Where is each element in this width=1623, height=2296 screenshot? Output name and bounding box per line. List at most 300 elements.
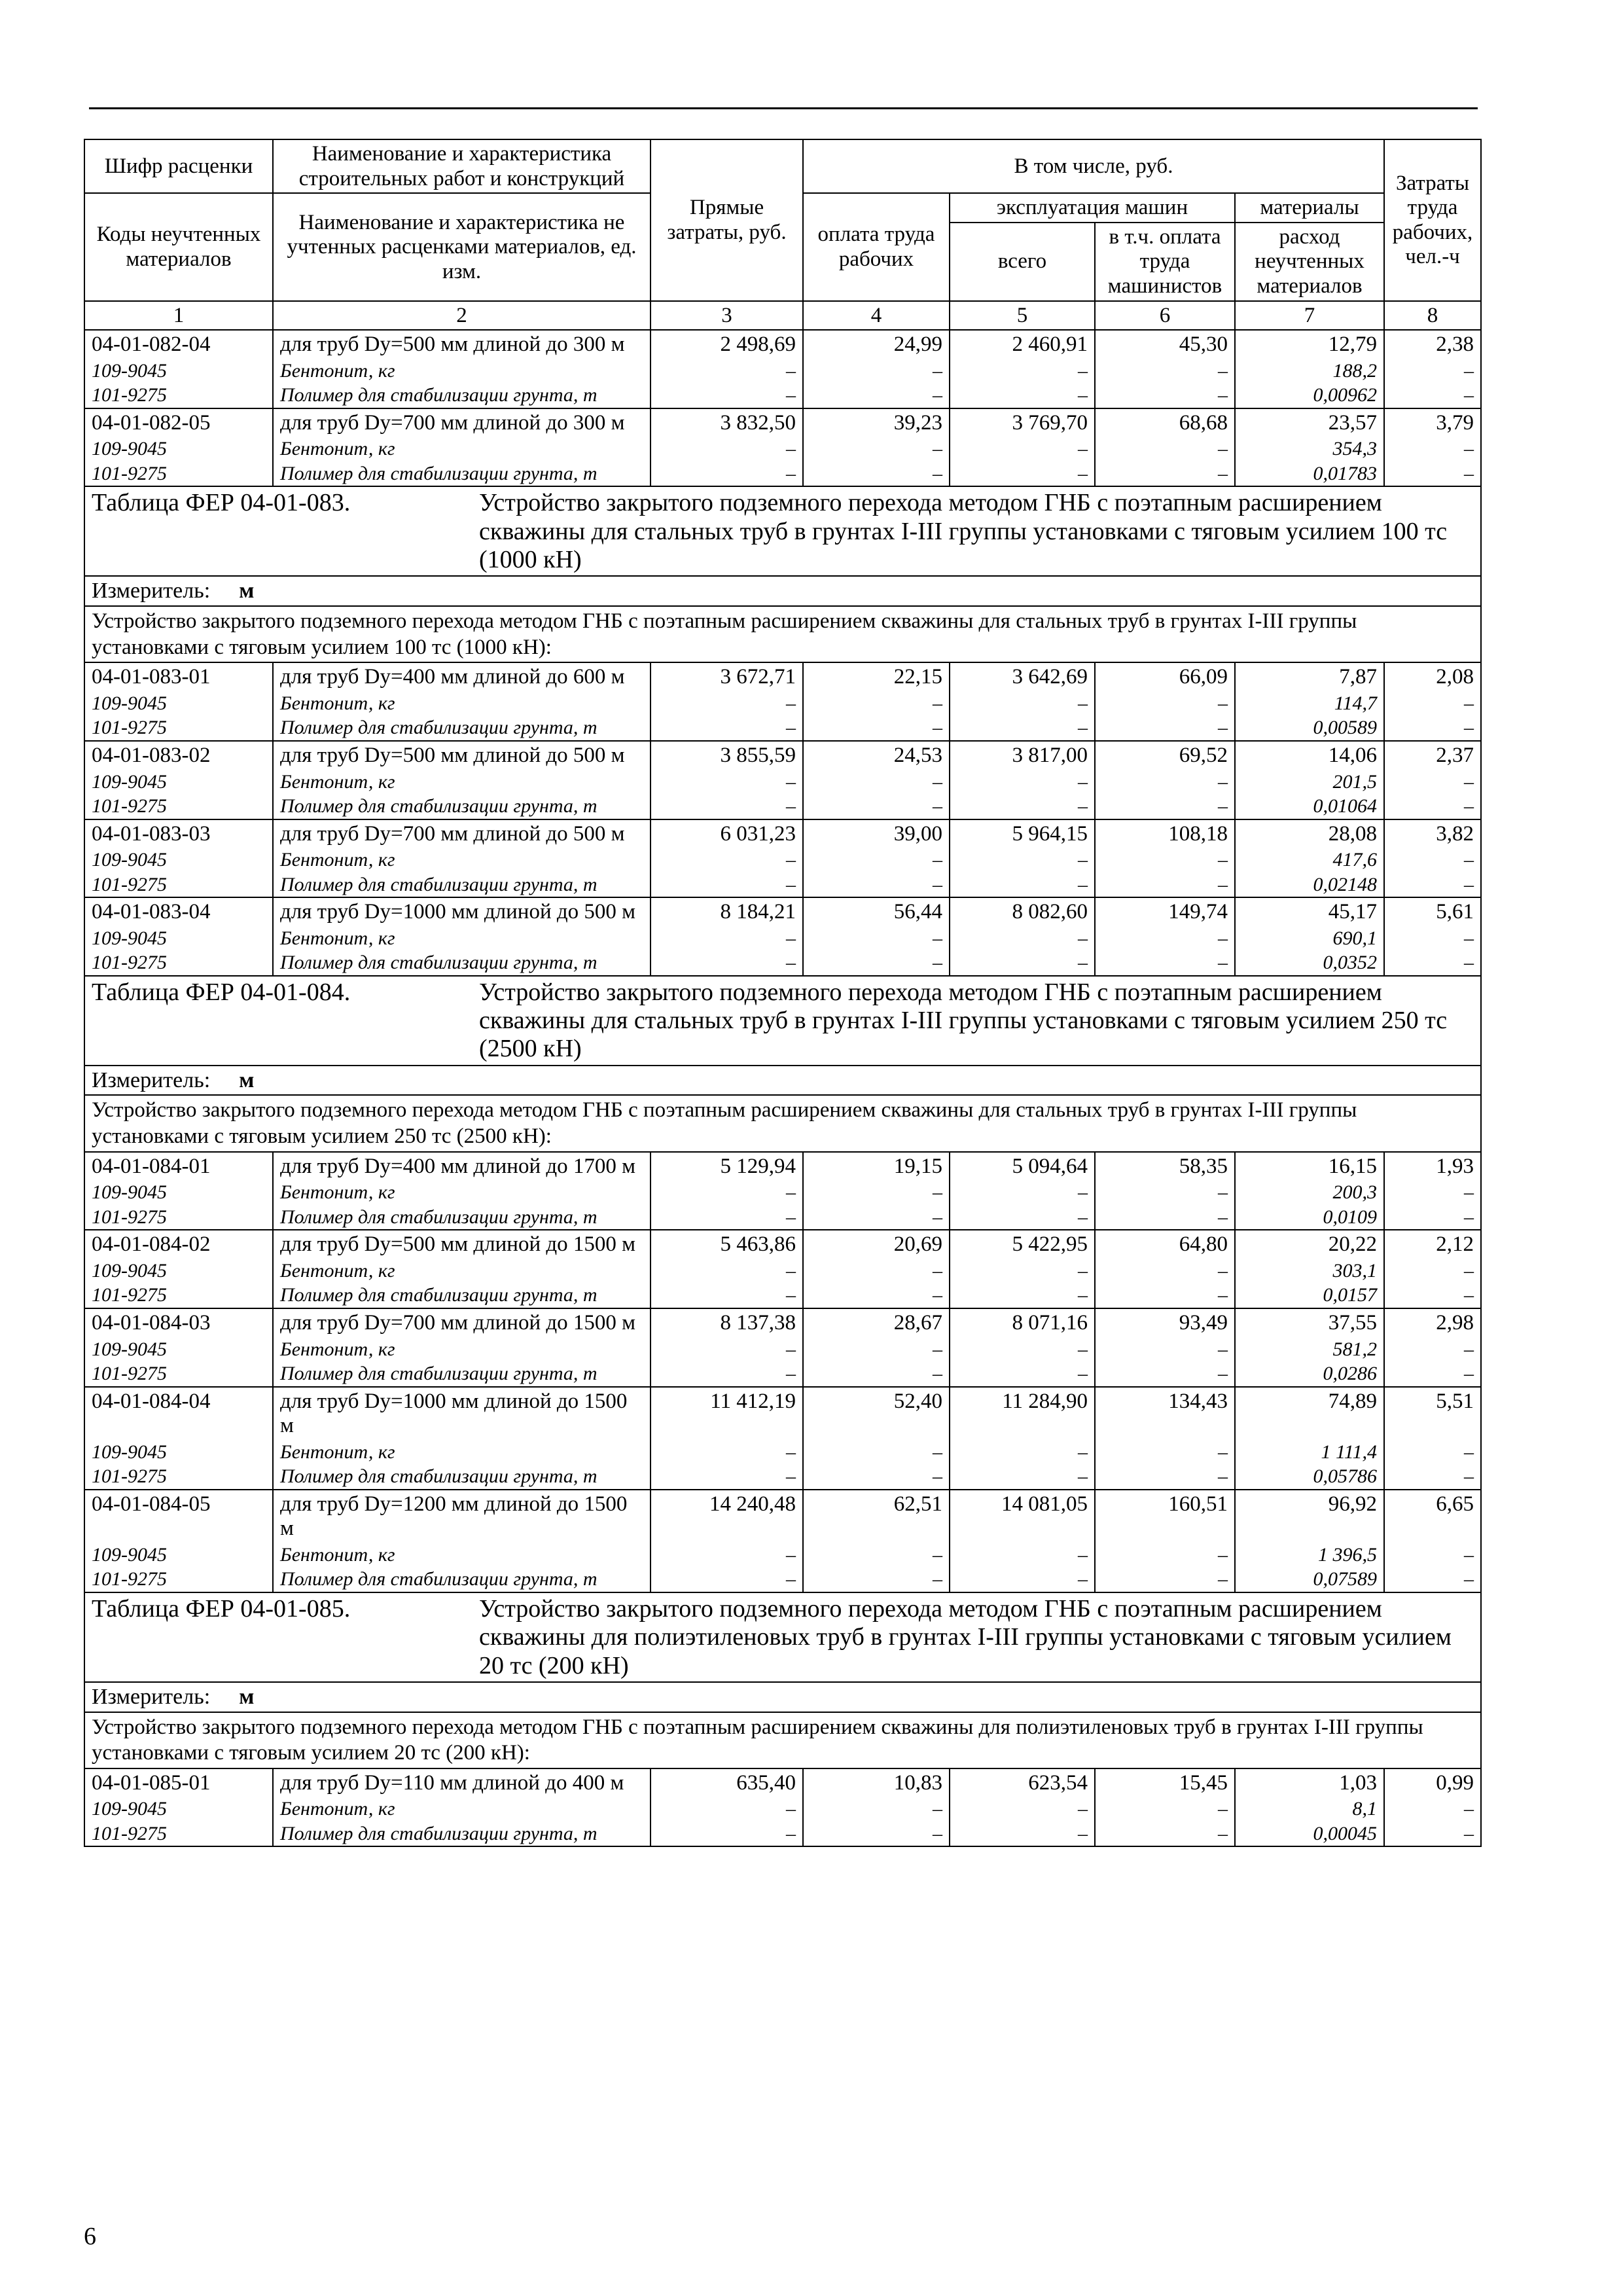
dash-cell: – (1095, 1440, 1235, 1465)
material-qty: 581,2 (1235, 1337, 1384, 1362)
material-qty: 188,2 (1235, 359, 1384, 384)
direct-cost: 8 137,38 (651, 1308, 803, 1337)
dash-cell: – (1384, 437, 1481, 461)
dash-cell: – (803, 691, 950, 716)
material-code: 101-9275 (84, 1205, 273, 1230)
dash-cell: – (950, 1543, 1095, 1568)
material-code: 101-9275 (84, 794, 273, 819)
rate-row (84, 1490, 1481, 1543)
material-row (84, 1543, 1481, 1568)
material-name: Бентонит, кг (273, 1797, 651, 1821)
dash-cell: – (1384, 794, 1481, 819)
table-title-grid (92, 489, 1474, 574)
dash-cell: – (950, 1797, 1095, 1821)
rate-code: 04-01-085-01 (84, 1768, 273, 1797)
col-num: 5 (950, 301, 1095, 331)
dash-cell: – (803, 1464, 950, 1490)
dash-cell: – (651, 926, 803, 951)
labor-pay: 62,51 (803, 1490, 950, 1543)
machinists-pay: 93,49 (1095, 1308, 1235, 1337)
rates-table (84, 139, 1482, 1847)
section-subtitle: Устройство закрытого подземного перехода методом ГНБ с поэтапным расширением скважины для полиэтиленовых труб в грунтах I-III группы установками с тяговым усилием 20 тс (200 кН): (84, 1712, 1481, 1768)
rate-name: для труб Dy=1000 мм длиной до 500 м (273, 897, 651, 926)
dash-cell: – (651, 1205, 803, 1230)
dash-cell: – (803, 848, 950, 872)
direct-cost: 8 184,21 (651, 897, 803, 926)
dash-cell: – (1384, 1464, 1481, 1490)
table-title-row (84, 1592, 1481, 1682)
rate-code: 04-01-083-01 (84, 662, 273, 691)
dash-cell: – (950, 1180, 1095, 1205)
material-name: Полимер для стабилизации грунта, т (273, 383, 651, 408)
dash-cell: – (950, 461, 1095, 487)
header-machines: эксплуатация машин (950, 193, 1235, 223)
machines-total: 8 071,16 (950, 1308, 1095, 1337)
measure-label: Измеритель: (92, 1684, 211, 1709)
material-code: 109-9045 (84, 1440, 273, 1465)
dash-cell: – (1384, 1180, 1481, 1205)
rate-code: 04-01-082-05 (84, 408, 273, 437)
rate-name: для труб Dy=1200 мм длиной до 1500 м (273, 1490, 651, 1543)
dash-cell: – (950, 1821, 1095, 1847)
dash-cell: – (950, 926, 1095, 951)
material-qty: 354,3 (1235, 437, 1384, 461)
material-row (84, 950, 1481, 976)
dash-cell: – (651, 794, 803, 819)
machines-total: 5 422,95 (950, 1230, 1095, 1259)
material-name: Бентонит, кг (273, 1180, 651, 1205)
table-label: Таблица ФЕР 04-01-084. (92, 978, 351, 1006)
material-qty: 8,1 (1235, 1797, 1384, 1821)
labor-pay: 39,00 (803, 819, 950, 848)
machinists-pay: 58,35 (1095, 1152, 1235, 1181)
direct-cost: 5 463,86 (651, 1230, 803, 1259)
rate-row (84, 819, 1481, 848)
material-row (84, 1361, 1481, 1387)
material-qty: 0,01064 (1235, 794, 1384, 819)
material-qty: 0,0352 (1235, 950, 1384, 976)
labor-pay: 28,67 (803, 1308, 950, 1337)
dash-cell: – (1384, 1283, 1481, 1308)
labor-cost: 5,51 (1384, 1387, 1481, 1440)
labor-pay: 24,53 (803, 741, 950, 770)
material-name: Полимер для стабилизации грунта, т (273, 1567, 651, 1592)
dash-cell: – (1384, 1797, 1481, 1821)
header-code: Шифр расценки (84, 139, 273, 193)
material-name: Полимер для стабилизации грунта, т (273, 794, 651, 819)
dash-cell: – (803, 1567, 950, 1592)
material-code: 101-9275 (84, 1821, 273, 1847)
col-num: 3 (651, 301, 803, 331)
dash-cell: – (1095, 1567, 1235, 1592)
dash-cell: – (1095, 848, 1235, 872)
materials: 20,22 (1235, 1230, 1384, 1259)
machinists-pay: 134,43 (1095, 1387, 1235, 1440)
machinists-pay: 69,52 (1095, 741, 1235, 770)
labor-pay: 10,83 (803, 1768, 950, 1797)
measure-row (84, 1682, 1481, 1712)
dash-cell: – (950, 770, 1095, 795)
col-num: 1 (84, 301, 273, 331)
dash-cell: – (803, 770, 950, 795)
material-row (84, 1283, 1481, 1308)
material-name: Полимер для стабилизации грунта, т (273, 715, 651, 741)
material-code: 109-9045 (84, 1337, 273, 1362)
rate-name: для труб Dy=400 мм длиной до 600 м (273, 662, 651, 691)
labor-cost: 2,08 (1384, 662, 1481, 691)
labor-cost: 3,82 (1384, 819, 1481, 848)
dash-cell: – (1384, 1205, 1481, 1230)
dash-cell: – (1095, 926, 1235, 951)
dash-cell: – (1384, 1337, 1481, 1362)
material-qty: 1 396,5 (1235, 1543, 1384, 1568)
machinists-pay: 160,51 (1095, 1490, 1235, 1543)
rate-name: для труб Dy=500 мм длиной до 500 м (273, 741, 651, 770)
section-subtitle: Устройство закрытого подземного перехода методом ГНБ с поэтапным расширением скважины для стальных труб в грунтах I-III группы установками с тяговым усилием 250 тс (2500 кН): (84, 1095, 1481, 1151)
material-name: Полимер для стабилизации грунта, т (273, 1821, 651, 1847)
labor-cost: 5,61 (1384, 897, 1481, 926)
dash-cell: – (1384, 359, 1481, 384)
table-title: Устройство закрытого подземного перехода методом ГНБ с поэтапным расширением скважины для полиэтиленовых труб в грунтах I-III группы установками с тяговым усилием 20 тс (200 кН) (479, 1594, 1452, 1679)
dash-cell: – (1384, 1440, 1481, 1465)
dash-cell: – (651, 1821, 803, 1847)
dash-cell: – (1384, 926, 1481, 951)
rate-name: для труб Dy=500 мм длиной до 1500 м (273, 1230, 651, 1259)
dash-cell: – (803, 1361, 950, 1387)
header-direct: Прямые затраты, руб. (651, 139, 803, 301)
column-numbers-row (84, 301, 1481, 331)
dash-cell: – (651, 1440, 803, 1465)
dash-cell: – (803, 359, 950, 384)
machines-total: 11 284,90 (950, 1387, 1095, 1440)
table-title-row (84, 976, 1481, 1066)
rate-row (84, 330, 1481, 359)
materials: 37,55 (1235, 1308, 1384, 1337)
labor-pay: 20,69 (803, 1230, 950, 1259)
dash-cell: – (803, 1205, 950, 1230)
measure-cell (84, 1066, 1481, 1096)
table-title-cell (84, 976, 1481, 1066)
labor-pay: 22,15 (803, 662, 950, 691)
materials: 74,89 (1235, 1387, 1384, 1440)
dash-cell: – (803, 1440, 950, 1465)
material-code: 109-9045 (84, 1543, 273, 1568)
material-name: Бентонит, кг (273, 1337, 651, 1362)
material-qty: 0,00962 (1235, 383, 1384, 408)
labor-cost: 2,38 (1384, 330, 1481, 359)
table-title: Устройство закрытого подземного перехода методом ГНБ с поэтапным расширением скважины для стальных труб в грунтах I-III группы установками с тяговым усилием 100 тс (1000 кН) (479, 489, 1448, 574)
material-name: Полимер для стабилизации грунта, т (273, 872, 651, 898)
material-code: 109-9045 (84, 1259, 273, 1283)
machines-total: 5 094,64 (950, 1152, 1095, 1181)
header-name-mat: Наименование и характеристика не учтенных расценками материалов, ед. изм. (273, 193, 651, 300)
direct-cost: 5 129,94 (651, 1152, 803, 1181)
machines-total: 5 964,15 (950, 819, 1095, 848)
measure-label: Измеритель: (92, 579, 211, 603)
rate-row (84, 1152, 1481, 1181)
measure-cell (84, 1682, 1481, 1712)
dash-cell: – (950, 950, 1095, 976)
header-labor-pay: оплата труда рабочих (803, 193, 950, 300)
machines-total: 14 081,05 (950, 1490, 1095, 1543)
material-qty: 1 111,4 (1235, 1440, 1384, 1465)
dash-cell: – (1384, 1543, 1481, 1568)
material-row (84, 1464, 1481, 1490)
material-qty: 114,7 (1235, 691, 1384, 716)
machines-total: 3 642,69 (950, 662, 1095, 691)
dash-cell: – (803, 950, 950, 976)
rate-name: для труб Dy=700 мм длиной до 1500 м (273, 1308, 651, 1337)
dash-cell: – (651, 1361, 803, 1387)
header-codes-mat: Коды неучтенных материалов (84, 193, 273, 300)
material-name: Полимер для стабилизации грунта, т (273, 1283, 651, 1308)
rate-row (84, 408, 1481, 437)
materials: 16,15 (1235, 1152, 1384, 1181)
dash-cell: – (1095, 1259, 1235, 1283)
dash-cell: – (1095, 872, 1235, 898)
material-row (84, 794, 1481, 819)
rate-code: 04-01-084-02 (84, 1230, 273, 1259)
direct-cost: 3 855,59 (651, 741, 803, 770)
material-code: 109-9045 (84, 1180, 273, 1205)
dash-cell: – (651, 1180, 803, 1205)
col-num: 8 (1384, 301, 1481, 331)
machines-total: 8 082,60 (950, 897, 1095, 926)
material-code: 109-9045 (84, 437, 273, 461)
material-name: Полимер для стабилизации грунта, т (273, 1464, 651, 1490)
material-row (84, 1797, 1481, 1821)
subtitle-row (84, 606, 1481, 662)
material-row (84, 926, 1481, 951)
machinists-pay: 45,30 (1095, 330, 1235, 359)
table-title-cell (84, 1592, 1481, 1682)
labor-cost: 2,37 (1384, 741, 1481, 770)
dash-cell: – (803, 1283, 950, 1308)
dash-cell: – (1095, 1283, 1235, 1308)
dash-cell: – (1384, 691, 1481, 716)
material-row (84, 770, 1481, 795)
top-rule (89, 107, 1478, 109)
dash-cell: – (651, 1337, 803, 1362)
table-title-row (84, 486, 1481, 576)
machinists-pay: 108,18 (1095, 819, 1235, 848)
rate-row (84, 1387, 1481, 1440)
dash-cell: – (950, 1259, 1095, 1283)
rate-row (84, 1768, 1481, 1797)
col-num: 7 (1235, 301, 1384, 331)
machinists-pay: 68,68 (1095, 408, 1235, 437)
materials: 12,79 (1235, 330, 1384, 359)
labor-cost: 6,65 (1384, 1490, 1481, 1543)
machinists-pay: 15,45 (1095, 1768, 1235, 1797)
material-qty: 0,07589 (1235, 1567, 1384, 1592)
dash-cell: – (1384, 461, 1481, 487)
dash-cell: – (1384, 1821, 1481, 1847)
materials: 23,57 (1235, 408, 1384, 437)
material-code: 109-9045 (84, 926, 273, 951)
rate-row (84, 741, 1481, 770)
dash-cell: – (803, 1543, 950, 1568)
material-row (84, 1440, 1481, 1465)
material-row (84, 1567, 1481, 1592)
material-row (84, 872, 1481, 898)
material-code: 101-9275 (84, 461, 273, 487)
rate-row (84, 897, 1481, 926)
measure-unit: м (239, 579, 255, 603)
dash-cell: – (950, 1205, 1095, 1230)
rate-code: 04-01-084-05 (84, 1490, 273, 1543)
material-code: 101-9275 (84, 950, 273, 976)
labor-cost: 0,99 (1384, 1768, 1481, 1797)
dash-cell: – (1384, 950, 1481, 976)
material-qty: 0,00589 (1235, 715, 1384, 741)
dash-cell: – (651, 437, 803, 461)
dash-cell: – (950, 1464, 1095, 1490)
dash-cell: – (803, 461, 950, 487)
header-materials: материалы (1235, 193, 1384, 223)
material-qty: 690,1 (1235, 926, 1384, 951)
material-code: 109-9045 (84, 691, 273, 716)
direct-cost: 3 672,71 (651, 662, 803, 691)
rate-name: для труб Dy=1000 мм длиной до 1500 м (273, 1387, 651, 1440)
rate-name: для труб Dy=400 мм длиной до 1700 м (273, 1152, 651, 1181)
material-name: Бентонит, кг (273, 770, 651, 795)
dash-cell: – (1384, 715, 1481, 741)
material-code: 101-9275 (84, 715, 273, 741)
rate-name: для труб Dy=500 мм длиной до 300 м (273, 330, 651, 359)
dash-cell: – (651, 1283, 803, 1308)
measure-cell (84, 576, 1481, 606)
material-code: 109-9045 (84, 359, 273, 384)
labor-pay: 19,15 (803, 1152, 950, 1181)
material-code: 101-9275 (84, 1464, 273, 1490)
dash-cell: – (1095, 1464, 1235, 1490)
header-machinists: в т.ч. оплата труда машинистов (1095, 223, 1235, 301)
col-num: 4 (803, 301, 950, 331)
dash-cell: – (651, 1543, 803, 1568)
material-qty: 0,02148 (1235, 872, 1384, 898)
material-code: 109-9045 (84, 848, 273, 872)
dash-cell: – (950, 794, 1095, 819)
material-code: 101-9275 (84, 1567, 273, 1592)
dash-cell: – (803, 1821, 950, 1847)
dash-cell: – (950, 1283, 1095, 1308)
dash-cell: – (950, 1440, 1095, 1465)
dash-cell: – (803, 1180, 950, 1205)
machines-total: 2 460,91 (950, 330, 1095, 359)
dash-cell: – (950, 383, 1095, 408)
dash-cell: – (651, 1797, 803, 1821)
direct-cost: 635,40 (651, 1768, 803, 1797)
rate-code: 04-01-083-04 (84, 897, 273, 926)
dash-cell: – (803, 926, 950, 951)
dash-cell: – (651, 715, 803, 741)
material-code: 101-9275 (84, 383, 273, 408)
labor-pay: 24,99 (803, 330, 950, 359)
material-row (84, 1337, 1481, 1362)
dash-cell: – (950, 359, 1095, 384)
material-row (84, 383, 1481, 408)
dash-cell: – (803, 1797, 950, 1821)
dash-cell: – (1095, 1337, 1235, 1362)
materials: 7,87 (1235, 662, 1384, 691)
rate-row (84, 1308, 1481, 1337)
material-row (84, 848, 1481, 872)
measure-unit: м (239, 1684, 255, 1709)
table-label: Таблица ФЕР 04-01-083. (92, 489, 351, 517)
machines-total: 3 817,00 (950, 741, 1095, 770)
dash-cell: – (1095, 715, 1235, 741)
dash-cell: – (1095, 1797, 1235, 1821)
dash-cell: – (1384, 872, 1481, 898)
material-name: Бентонит, кг (273, 359, 651, 384)
dash-cell: – (1095, 1205, 1235, 1230)
material-code: 101-9275 (84, 1283, 273, 1308)
dash-cell: – (803, 794, 950, 819)
dash-cell: – (1095, 950, 1235, 976)
dash-cell: – (1384, 383, 1481, 408)
material-qty: 0,0286 (1235, 1361, 1384, 1387)
rate-name: для труб Dy=700 мм длиной до 500 м (273, 819, 651, 848)
material-name: Бентонит, кг (273, 691, 651, 716)
dash-cell: – (1095, 437, 1235, 461)
dash-cell: – (1095, 770, 1235, 795)
dash-cell: – (651, 461, 803, 487)
dash-cell: – (950, 1361, 1095, 1387)
material-code: 101-9275 (84, 872, 273, 898)
dash-cell: – (803, 383, 950, 408)
header-incl: В том числе, руб. (803, 139, 1384, 193)
dash-cell: – (651, 950, 803, 976)
dash-cell: – (651, 848, 803, 872)
material-name: Бентонит, кг (273, 437, 651, 461)
measure-label: Измеритель: (92, 1067, 211, 1092)
dash-cell: – (950, 1567, 1095, 1592)
machines-total: 3 769,70 (950, 408, 1095, 437)
machinists-pay: 64,80 (1095, 1230, 1235, 1259)
material-qty: 200,3 (1235, 1180, 1384, 1205)
material-row (84, 1821, 1481, 1847)
material-name: Полимер для стабилизации грунта, т (273, 461, 651, 487)
labor-pay: 39,23 (803, 408, 950, 437)
dash-cell: – (1384, 1567, 1481, 1592)
rate-code: 04-01-084-03 (84, 1308, 273, 1337)
direct-cost: 6 031,23 (651, 819, 803, 848)
rate-code: 04-01-083-03 (84, 819, 273, 848)
table-title-grid (92, 978, 1474, 1064)
table-header (84, 139, 1481, 330)
dash-cell: – (1095, 1543, 1235, 1568)
dash-cell: – (1095, 359, 1235, 384)
table-body (84, 330, 1481, 1846)
labor-pay: 56,44 (803, 897, 950, 926)
rate-name: для труб Dy=110 мм длиной до 400 м (273, 1768, 651, 1797)
material-code: 109-9045 (84, 1797, 273, 1821)
direct-cost: 14 240,48 (651, 1490, 803, 1543)
materials: 1,03 (1235, 1768, 1384, 1797)
rate-code: 04-01-084-04 (84, 1387, 273, 1440)
table-title: Устройство закрытого подземного перехода методом ГНБ с поэтапным расширением скважины для стальных труб в грунтах I-III группы установками с тяговым усилием 250 тс (2500 кН) (479, 978, 1448, 1063)
materials: 14,06 (1235, 741, 1384, 770)
rate-row (84, 1230, 1481, 1259)
dash-cell: – (1095, 1361, 1235, 1387)
rate-name: для труб Dy=700 мм длиной до 300 м (273, 408, 651, 437)
dash-cell: – (651, 770, 803, 795)
dash-cell: – (950, 437, 1095, 461)
dash-cell: – (1384, 770, 1481, 795)
material-name: Полимер для стабилизации грунта, т (273, 1205, 651, 1230)
dash-cell: – (1095, 794, 1235, 819)
